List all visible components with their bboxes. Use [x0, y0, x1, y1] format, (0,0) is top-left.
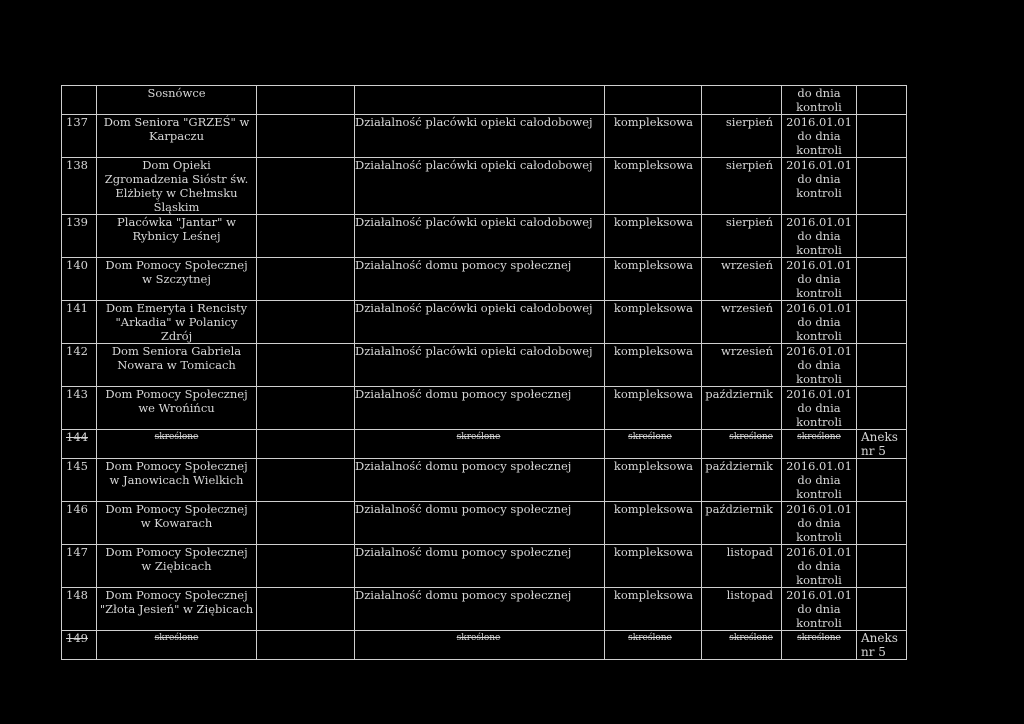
cell-spacer — [257, 502, 355, 545]
cell-deadline: 2016.01.01 do dnia kontroli — [782, 545, 857, 588]
table-row — [62, 301, 907, 344]
cell-deadline: 2016.01.01 do dnia kontroli — [782, 215, 857, 258]
table-row-continuation — [62, 86, 907, 115]
cell-month: skreślone — [702, 631, 782, 660]
cell-notes — [857, 545, 907, 588]
cell-notes — [857, 588, 907, 631]
table-row — [62, 430, 907, 459]
cell-type: kompleksowa — [605, 545, 702, 588]
cell-number: 140 — [62, 258, 97, 301]
cell-activity: Działalność placówki opieki całodobowej — [355, 115, 605, 158]
cell-activity: Działalność domu pomocy społecznej — [355, 545, 605, 588]
cell-month: listopad — [702, 545, 782, 588]
cell-activity: Działalność domu pomocy społecznej — [355, 588, 605, 631]
cell-month: wrzesień — [702, 301, 782, 344]
cell-number: 143 — [62, 387, 97, 430]
cell-name: Dom Pomocy Społecznej w Kowarach — [97, 502, 257, 545]
cell-deadline: 2016.01.01 do dnia kontroli — [782, 258, 857, 301]
table-body — [62, 86, 907, 660]
cell-month: listopad — [702, 588, 782, 631]
cell-deadline: 2016.01.01 do dnia kontroli — [782, 301, 857, 344]
cell-notes — [857, 301, 907, 344]
cell-notes — [857, 215, 907, 258]
table-row — [62, 158, 907, 215]
cell-number: 145 — [62, 459, 97, 502]
cell-number: 148 — [62, 588, 97, 631]
table-row — [62, 258, 907, 301]
table-row — [62, 545, 907, 588]
cell-notes — [857, 158, 907, 215]
cell-activity: Działalność placówki opieki całodobowej — [355, 158, 605, 215]
cell-deadline: 2016.01.01 do dnia kontroli — [782, 588, 857, 631]
cell-name: Dom Opieki Zgromadzenia Sióstr św. Elżbiety w Chełmsku Śląskim — [97, 158, 257, 215]
cell-spacer — [257, 115, 355, 158]
cell-type: kompleksowa — [605, 158, 702, 215]
cell-type: kompleksowa — [605, 258, 702, 301]
cell-type: kompleksowa — [605, 459, 702, 502]
cell-spacer — [257, 430, 355, 459]
table-row — [62, 588, 907, 631]
cell-month: październik — [702, 459, 782, 502]
cell-spacer — [257, 459, 355, 502]
cell-type: kompleksowa — [605, 301, 702, 344]
cell-name: skreślone — [97, 631, 257, 660]
cell-notes — [857, 115, 907, 158]
table-row — [62, 631, 907, 660]
cell-number: 147 — [62, 545, 97, 588]
cell-notes — [857, 387, 907, 430]
cell-activity: Działalność domu pomocy społecznej — [355, 258, 605, 301]
cell-name: Dom Pomocy Społecznej w Szczytnej — [97, 258, 257, 301]
cell-number: 149 — [62, 631, 97, 660]
table-row — [62, 344, 907, 387]
cell-activity: skreślone — [355, 631, 605, 660]
table-row — [62, 459, 907, 502]
cell-activity: Działalność placówki opieki całodobowej — [355, 215, 605, 258]
cell-month: październik — [702, 502, 782, 545]
cell-spacer — [257, 631, 355, 660]
cell-spacer — [257, 344, 355, 387]
cell-name: Dom Pomocy Społecznej w Ziębicach — [97, 545, 257, 588]
cell-month: sierpień — [702, 215, 782, 258]
cell-type: skreślone — [605, 430, 702, 459]
cell-month: sierpień — [702, 115, 782, 158]
cell-month: wrzesień — [702, 258, 782, 301]
cell-number: 138 — [62, 158, 97, 215]
cell-deadline: skreślone — [782, 631, 857, 660]
cell-month: wrzesień — [702, 344, 782, 387]
cell-type: kompleksowa — [605, 502, 702, 545]
cell-notes — [857, 459, 907, 502]
cell-spacer — [257, 158, 355, 215]
cell-name: Dom Pomocy Społecznej "Złota Jesień" w Ziębicach — [97, 588, 257, 631]
table-row — [62, 502, 907, 545]
cell-name: skreślone — [97, 430, 257, 459]
cell-spacer — [257, 258, 355, 301]
cell-spacer — [257, 545, 355, 588]
cell-name: Dom Pomocy Społecznej w Janowicach Wielkich — [97, 459, 257, 502]
cell-type: kompleksowa — [605, 115, 702, 158]
table-row — [62, 115, 907, 158]
cell-type: kompleksowa — [605, 387, 702, 430]
cell-activity: Działalność placówki opieki całodobowej — [355, 344, 605, 387]
cell-name: Dom Emeryta i Rencisty "Arkadia" w Polanicy Zdrój — [97, 301, 257, 344]
cell-type: skreślone — [605, 631, 702, 660]
cell-deadline: 2016.01.01 do dnia kontroli — [782, 459, 857, 502]
table-row — [62, 387, 907, 430]
cell-number: 146 — [62, 502, 97, 545]
cell-activity: Działalność domu pomocy społecznej — [355, 502, 605, 545]
cell-number: 141 — [62, 301, 97, 344]
cell-notes: Aneks nr 5 — [857, 430, 907, 459]
cell-deadline: 2016.01.01 do dnia kontroli — [782, 344, 857, 387]
cell-deadline: 2016.01.01 do dnia kontroli — [782, 502, 857, 545]
cell-month: październik — [702, 387, 782, 430]
cell-spacer — [257, 215, 355, 258]
cell-spacer — [257, 301, 355, 344]
cell-spacer — [257, 588, 355, 631]
cell-notes: Aneks nr 5 — [857, 631, 907, 660]
cell-notes — [857, 258, 907, 301]
cell-name: Dom Seniora "GRZEŚ" w Karpaczu — [97, 115, 257, 158]
cell-number: 144 — [62, 430, 97, 459]
cell-type: kompleksowa — [605, 215, 702, 258]
cell-activity: skreślone — [355, 430, 605, 459]
cell-deadline: 2016.01.01 do dnia kontroli — [782, 158, 857, 215]
cell-type: kompleksowa — [605, 588, 702, 631]
cell-activity: Działalność domu pomocy społecznej — [355, 459, 605, 502]
cell-deadline: 2016.01.01 do dnia kontroli — [782, 387, 857, 430]
cell-spacer — [257, 387, 355, 430]
cell-activity: Działalność placówki opieki całodobowej — [355, 301, 605, 344]
cell-activity: Działalność domu pomocy społecznej — [355, 387, 605, 430]
cell-notes — [857, 502, 907, 545]
cell-name: Dom Seniora Gabriela Nowara w Tomicach — [97, 344, 257, 387]
cell-notes — [857, 344, 907, 387]
cell-number: 139 — [62, 215, 97, 258]
cell-month: sierpień — [702, 158, 782, 215]
cell-month: skreślone — [702, 430, 782, 459]
cell-number: 142 — [62, 344, 97, 387]
cell-deadline: do dnia kontroli — [782, 86, 857, 115]
cell-name: Sosnówce — [97, 86, 257, 115]
cell-deadline: 2016.01.01 do dnia kontroli — [782, 115, 857, 158]
cell-type: kompleksowa — [605, 344, 702, 387]
cell-name: Placówka "Jantar" w Rybnicy Leśnej — [97, 215, 257, 258]
inspection-schedule-table — [61, 85, 907, 660]
table-row — [62, 215, 907, 258]
cell-name: Dom Pomocy Społecznej we Wrońińcu — [97, 387, 257, 430]
cell-number: 137 — [62, 115, 97, 158]
cell-deadline: skreślone — [782, 430, 857, 459]
